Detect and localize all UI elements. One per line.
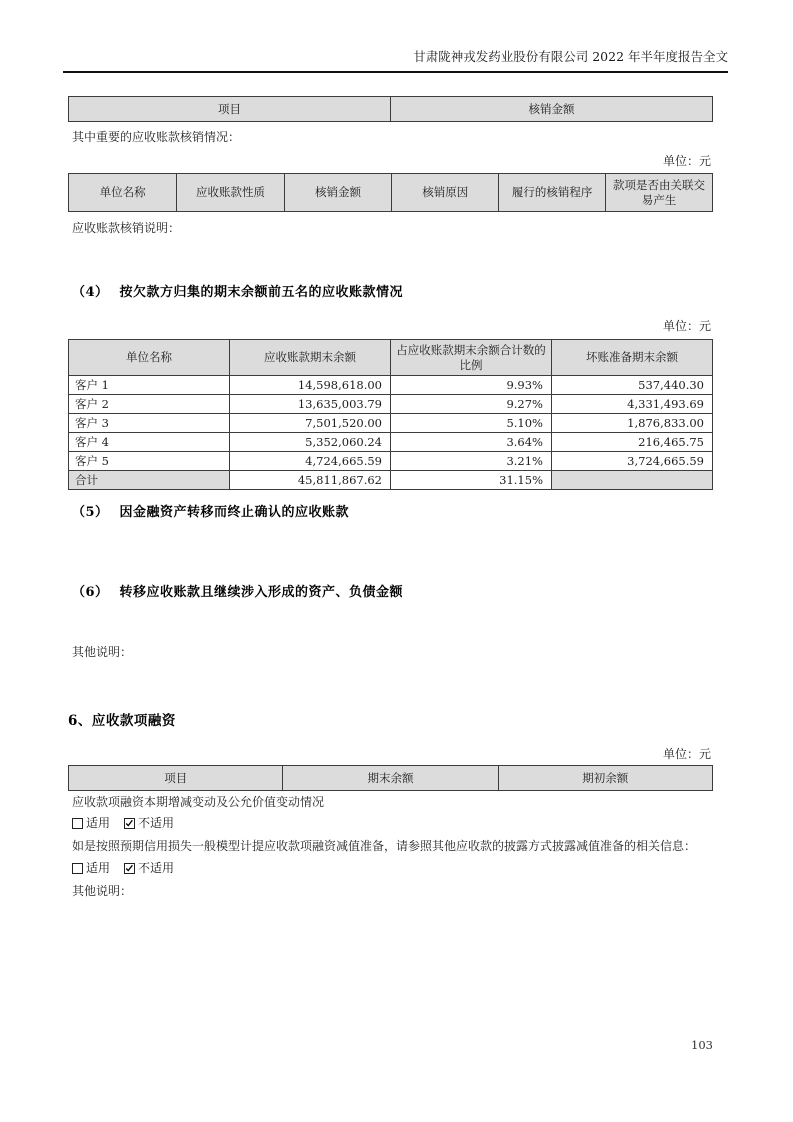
col-header-writeoff-amount: 核销金额 <box>284 174 392 212</box>
other-note-1: 其他说明： <box>72 645 133 659</box>
ratio: 9.27% <box>391 395 552 414</box>
checkbox-unchecked-icon <box>72 863 83 874</box>
total-label: 合计 <box>69 471 230 490</box>
col-header-ending-balance: 应收账款期末余额 <box>230 340 391 376</box>
table-row <box>69 376 713 395</box>
col-header-related-party: 款项是否由关联交易产生 <box>606 174 713 212</box>
section5-title: 因金融资产转移而终止确认的应收账款 <box>119 505 350 520</box>
other-note-2: 其他说明： <box>72 884 133 898</box>
financing-table <box>68 765 713 791</box>
total-ending-balance: 45,811,867.62 <box>230 471 391 490</box>
ending-balance: 4,724,665.59 <box>230 452 391 471</box>
applicable-option <box>72 816 110 831</box>
bad-debt-balance: 4,331,493.69 <box>552 395 713 414</box>
checkbox-checked-icon <box>124 863 135 874</box>
col-header-ending-balance: 期末余额 <box>283 766 498 791</box>
ratio: 3.64% <box>391 433 552 452</box>
section6sub-heading <box>72 581 403 600</box>
section5-heading <box>72 501 349 520</box>
total-bad-debt-balance <box>552 471 713 490</box>
customer-name: 客户 5 <box>69 452 230 471</box>
col-header-unit-name: 单位名称 <box>69 174 177 212</box>
ratio: 3.21% <box>391 452 552 471</box>
col-header-receivable-nature: 应收账款性质 <box>177 174 285 212</box>
applicable-label: 适用 <box>86 816 111 830</box>
ratio: 5.10% <box>391 414 552 433</box>
col-header-writeoff-amount: 核销金额 <box>391 97 713 122</box>
writeoff-summary-table <box>68 96 713 122</box>
bad-debt-balance: 1,876,833.00 <box>552 414 713 433</box>
page-header <box>63 48 728 73</box>
writeoff-intro-text: 其中重要的应收账款核销情况： <box>72 130 241 144</box>
col-header-procedure: 履行的核销程序 <box>499 174 606 212</box>
writeoff-note-text: 应收账款核销说明： <box>72 221 181 235</box>
customer-name: 客户 4 <box>69 433 230 452</box>
col-header-bad-debt-balance: 坏账准备期末余额 <box>552 340 713 376</box>
financing-change-text: 应收款项融资本期增减变动及公允价值变动情况 <box>72 795 325 809</box>
section4-heading <box>72 281 403 300</box>
not-applicable-label: 不适用 <box>138 861 175 875</box>
col-header-beginning-balance: 期初余额 <box>498 766 712 791</box>
ending-balance: 13,635,003.79 <box>230 395 391 414</box>
table-total-row <box>69 471 713 490</box>
section6sub-title: 转移应收账款且继续涉入形成的资产、负债金额 <box>119 585 404 600</box>
customer-name: 客户 3 <box>69 414 230 433</box>
table-row <box>69 433 713 452</box>
applicable-option <box>72 861 110 876</box>
section4-number: （4） <box>72 285 109 300</box>
unit-label-3: 单位：元 <box>662 747 711 761</box>
col-header-writeoff-reason: 核销原因 <box>392 174 499 212</box>
bad-debt-balance: 537,440.30 <box>552 376 713 395</box>
table-row <box>69 452 713 471</box>
col-header-item: 项目 <box>69 766 283 791</box>
checkbox-unchecked-icon <box>72 818 83 829</box>
table-header-row <box>69 97 713 122</box>
applicability-row-1 <box>72 816 188 831</box>
unit-label-2: 单位：元 <box>662 319 711 333</box>
section5-number: （5） <box>72 505 109 520</box>
not-applicable-option <box>124 816 174 831</box>
ratio: 9.93% <box>391 376 552 395</box>
ending-balance: 7,501,520.00 <box>230 414 391 433</box>
col-header-item: 项目 <box>69 97 391 122</box>
table-header-row <box>69 766 713 791</box>
table-header-row <box>69 340 713 376</box>
section6sub-number: （6） <box>72 585 109 600</box>
applicable-label: 适用 <box>86 861 111 875</box>
report-title: 甘肃陇神戎发药业股份有限公司 2022 年半年度报告全文 <box>413 49 728 64</box>
total-ratio: 31.15% <box>391 471 552 490</box>
top5-receivables-table <box>68 339 713 490</box>
col-header-unit-name: 单位名称 <box>69 340 230 376</box>
not-applicable-option <box>124 861 174 876</box>
customer-name: 客户 2 <box>69 395 230 414</box>
table-row <box>69 414 713 433</box>
writeoff-detail-table <box>68 173 713 212</box>
page-number: 103 <box>691 1038 713 1052</box>
table-row <box>69 395 713 414</box>
bad-debt-balance: 3,724,665.59 <box>552 452 713 471</box>
checkbox-checked-icon <box>124 818 135 829</box>
ending-balance: 5,352,060.24 <box>230 433 391 452</box>
financing-impairment-text: 如是按照预期信用损失一般模型计提应收款项融资减值准备，请参照其他应收款的披露方式披露减值准备的相关信息： <box>72 839 697 853</box>
unit-label-1: 单位：元 <box>662 154 711 168</box>
col-header-ratio: 占应收账款期末余额合计数的比例 <box>391 340 552 376</box>
table-header-row <box>69 174 713 212</box>
not-applicable-label: 不适用 <box>138 816 175 830</box>
section6-heading: 6、应收款项融资 <box>68 713 176 729</box>
ending-balance: 14,598,618.00 <box>230 376 391 395</box>
section4-title: 按欠款方归集的期末余额前五名的应收账款情况 <box>119 285 404 300</box>
bad-debt-balance: 216,465.75 <box>552 433 713 452</box>
customer-name: 客户 1 <box>69 376 230 395</box>
applicability-row-2 <box>72 861 188 876</box>
